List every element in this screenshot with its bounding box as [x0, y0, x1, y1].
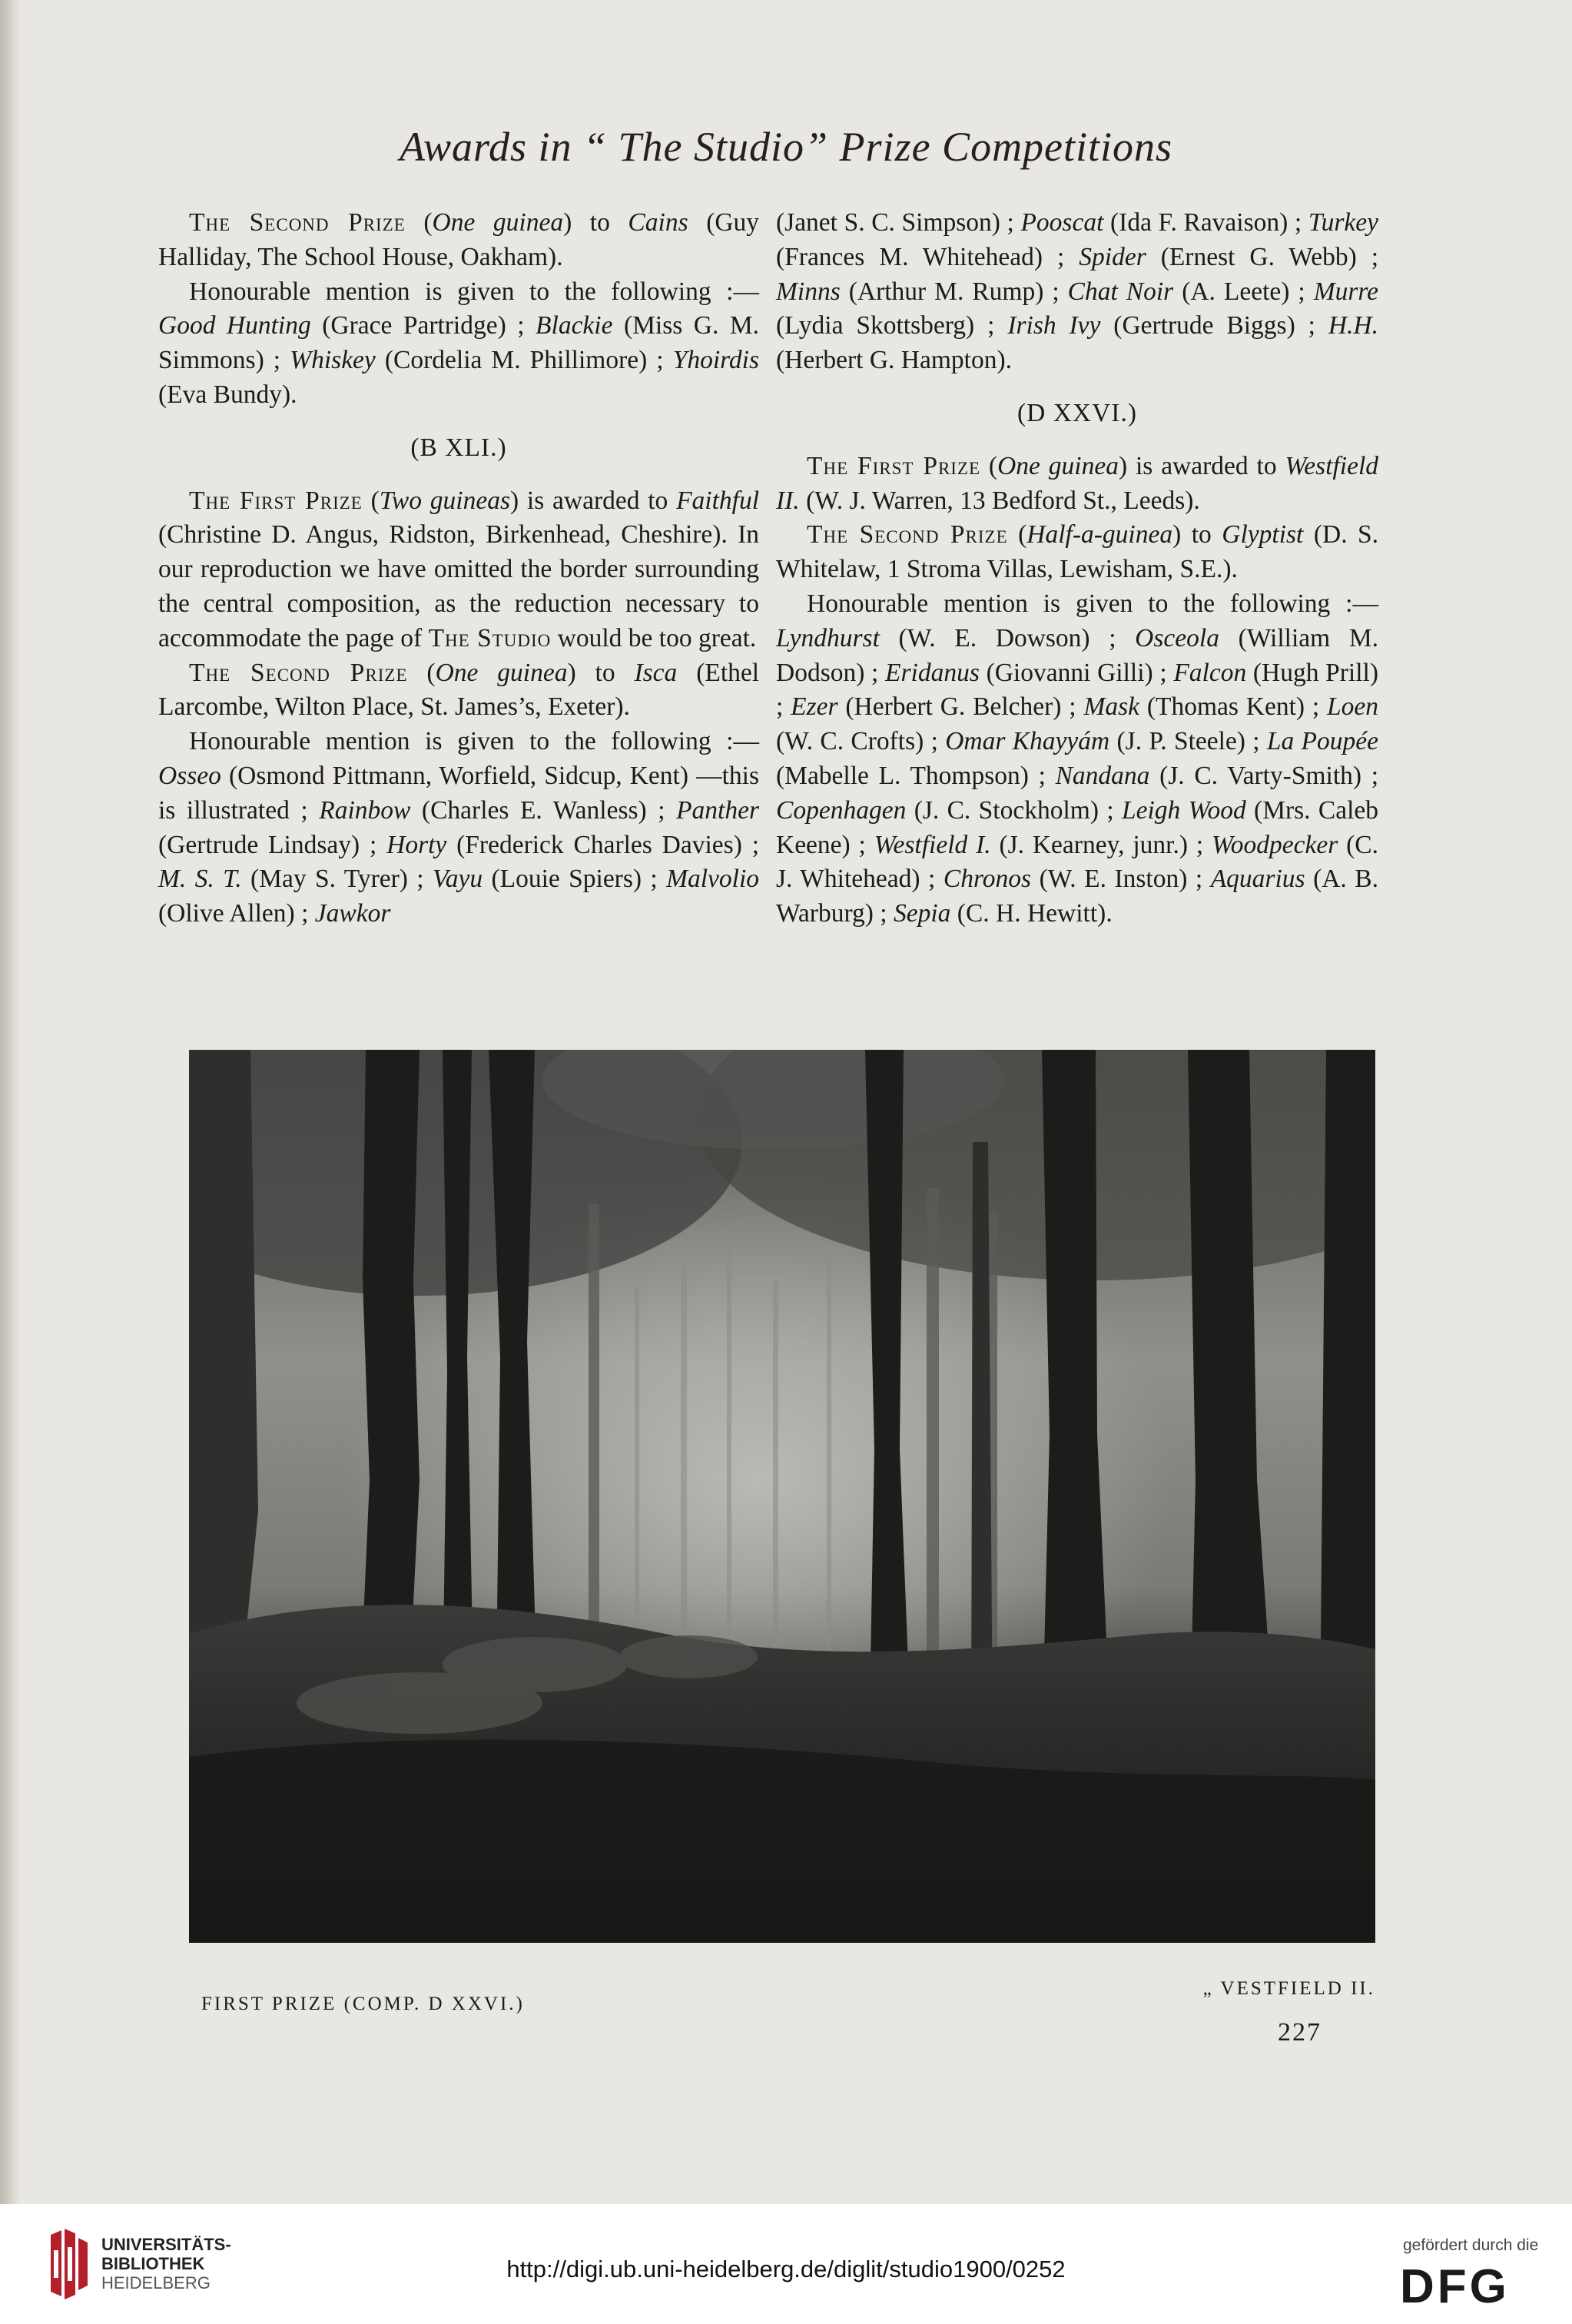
paragraph-first-prize-d: The First Prize (One guinea) is awarded to Westfield II. (W. J. Warren, 13 Bedford St., Leeds). — [776, 451, 1379, 515]
figure-caption-right: „ VESTFIELD II. — [1202, 1978, 1375, 1999]
section-heading-d-xxvi: (D XXVI.) — [1017, 398, 1137, 427]
page-binding-edge — [0, 0, 20, 2204]
source-url-link[interactable]: http://digi.ub.uni-heidelberg.de/diglit/studio1900/0252 — [506, 2256, 1066, 2282]
page-title: Awards in “ The Studio” Prize Competitions — [399, 124, 1173, 170]
right-column — [776, 206, 1378, 931]
section-heading-b-xli: (B XLI.) — [410, 433, 507, 462]
figure-caption-left: FIRST PRIZE (COMP. D XXVI.) — [201, 1994, 525, 2014]
paragraph-second-prize-d: The Second Prize (Half-a-guinea) to Glyptist (D. S. Whitelaw, 1 Stroma Villas, Lewisham, S.E.). — [776, 520, 1379, 584]
dfg-logo-text: DFG — [1400, 2261, 1510, 2309]
paragraph-honourable-mention-a: Honourable mention is given to the following :— Good Hunting (Grace Partridge) ; Blackie (Miss G. M. Simmons) ; Whiskey (Cordelia M. Phillimore) ; Yhoirdis (Eva Bundy). — [158, 277, 760, 409]
forest-photograph — [189, 1050, 1375, 1943]
paragraph-honourable-mention-d: Honourable mention is given to the following :— Lyndhurst (W. E. Dowson) ; Osceola (William M. Dodson) ; Eridanus (Giovanni Gilli) ; Falcon (Hugh Prill) ; Ezer (Herbert G. Belcher) ; Mask (Thomas Kent) ; Loen (W. C. Crofts) ; Omar Khayyám (J. P. Steele) ; La Poupée (Mabelle L. Thompson) ; Nandana (J. C. Varty-Smith) ; Copenhagen (J. C. Stockholm) ; Leigh Wood (Mrs. Caleb Keene) ; Westfield I. (J. Kearney, junr.) ; Woodpecker (C. J. Whitehead) ; Chronos (W. E. Inston) ; Aquarius (A. B. Warburg) ; Sepia (C. H. Hewitt). — [776, 589, 1379, 928]
paragraph-continued-mentions: (Janet S. C. Simpson) ; Pooscat (Ida F. Ravaison) ; Turkey (Frances M. Whitehead) ; Spider (Ernest G. Webb) ; Minns (Arthur M. Rump) ; Chat Noir (A. Leete) ; Murre (Lydia Skottsberg) ; Irish Ivy (Gertrude Biggs) ; H.H. (Herbert G. Hampton). — [776, 208, 1379, 375]
paragraph-honourable-mention-b: Honourable mention is given to the following :— Osseo (Osmond Pittmann, Worfield, Sidcup, Kent) —this is illustrated ; Rainbow (Charles E. Wanless) ; Panther (Gertrude Lindsay) ; Horty (Frederick Charles Davies) ; M. S. T. (May S. Tyrer) ; Vayu (Louie Spiers) ; Malvolio (Olive Allen) ; Jawkor — [158, 727, 760, 928]
paragraph-second-prize-b: The Second Prize (One guinea) to Cains (Guy Halliday, The School House, Oakham). — [158, 208, 760, 271]
paragraph-second-prize-b-xli: The Second Prize (One guinea) to Isca (Ethel Larcombe, Wilton Place, St. James’s, Exeter). — [158, 658, 760, 722]
left-column — [158, 206, 759, 931]
paragraph-first-prize-b: The First Prize (Two guineas) is awarded to Faithful (Christine D. Angus, Ridston, Birkenhead, Cheshire). In our reproduction we have omitted the border surrounding the central composition, as the reduction necessary to accommodate the page of The Studio would be too great. — [158, 486, 760, 652]
library-name: UNIVERSITÄTS- BIBLIOTHEK HEIDELBERG — [101, 2235, 231, 2292]
page-number: 227 — [1278, 2018, 1322, 2047]
funding-note: gefördert durch die — [1403, 2236, 1539, 2254]
dfg-logo-icon — [1400, 2261, 1538, 2309]
